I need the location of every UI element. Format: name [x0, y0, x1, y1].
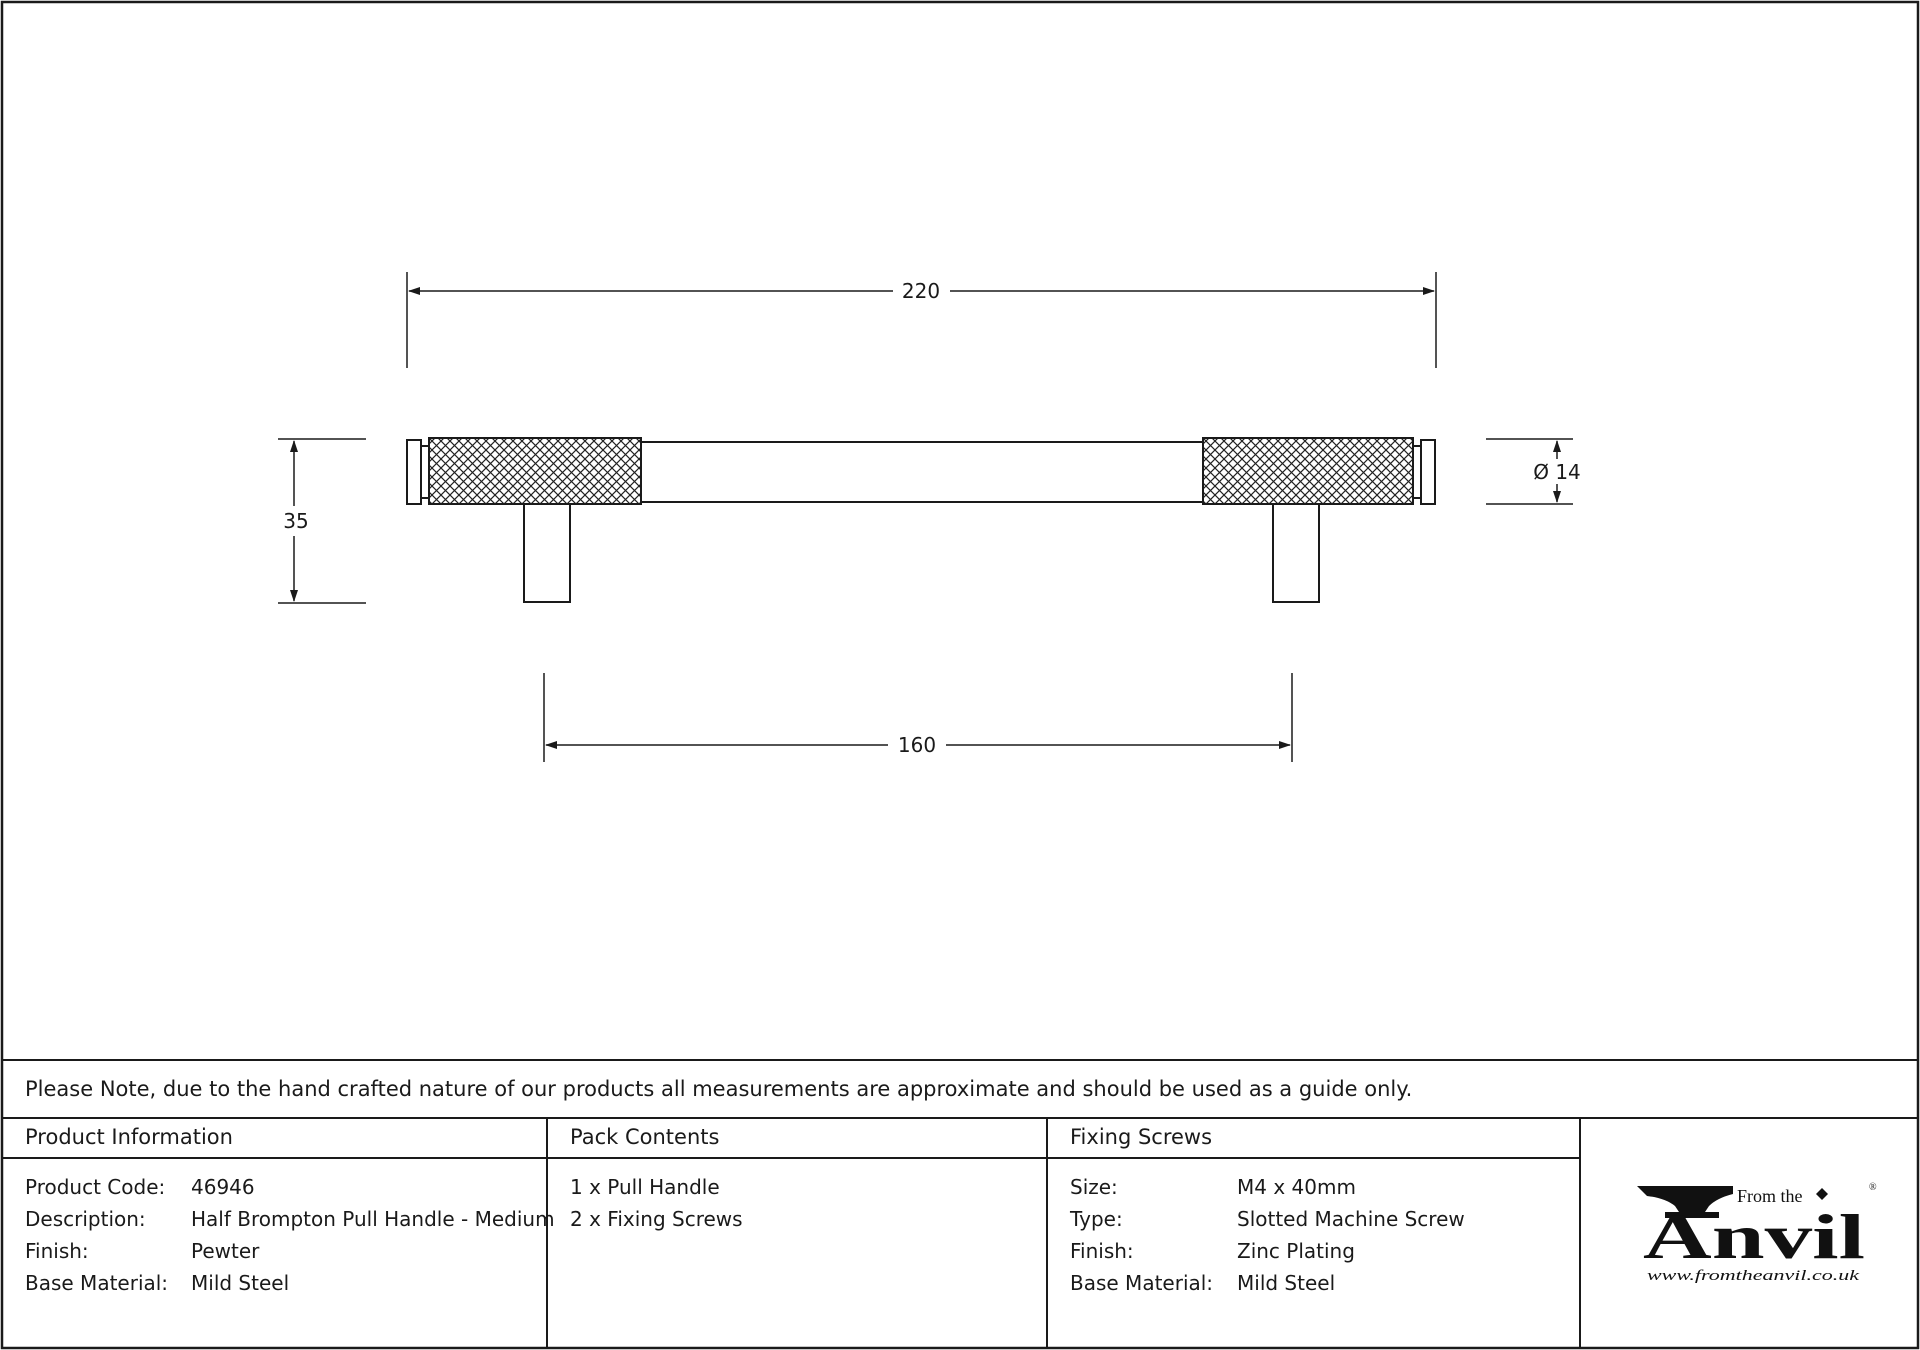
- logo-big-text: Anvil: [1643, 1201, 1865, 1272]
- pack-item: 1 x Pull Handle: [570, 1175, 720, 1199]
- registered-mark: ®: [1869, 1182, 1877, 1193]
- base-material-value: Mild Steel: [191, 1271, 290, 1295]
- screw-material-label: Base Material:: [1070, 1271, 1214, 1295]
- screw-size-value: M4 x 40mm: [1237, 1175, 1356, 1199]
- left-end-collar: [421, 446, 429, 498]
- sheet-border: [2, 2, 1918, 1348]
- screw-material-value: Mild Steel: [1237, 1271, 1336, 1295]
- from-the-anvil-logo: [1625, 1172, 1885, 1292]
- central-bar: [641, 442, 1203, 502]
- right-end-cap: [1421, 440, 1435, 504]
- screw-size-label: Size:: [1070, 1175, 1118, 1199]
- finish-label: Finish:: [25, 1239, 89, 1263]
- dim-label-centres: 160: [897, 733, 937, 757]
- screw-type-value: Slotted Machine Screw: [1237, 1207, 1465, 1231]
- product-information-heading: Product Information: [25, 1125, 233, 1149]
- dim-label-overall: 220: [901, 279, 941, 303]
- dim-label-diameter: Ø 14: [1533, 460, 1581, 484]
- logo-url: www.fromtheanvil.co.uk: [1647, 1268, 1860, 1284]
- fixing-screws-heading: Fixing Screws: [1070, 1125, 1213, 1149]
- screw-type-label: Type:: [1070, 1207, 1123, 1231]
- logo-small-text: From the: [1737, 1186, 1803, 1206]
- left-end-cap: [407, 440, 421, 504]
- product-code-label: Product Code:: [25, 1175, 166, 1199]
- base-material-label: Base Material:: [25, 1271, 169, 1295]
- left-leg: [524, 504, 570, 602]
- dim-label-projection: 35: [283, 509, 309, 533]
- product-code-value: 46946: [191, 1175, 255, 1199]
- left-knurled-grip: [429, 438, 641, 504]
- pack-contents-heading: Pack Contents: [570, 1125, 720, 1149]
- finish-value: Pewter: [191, 1239, 260, 1263]
- diamond-icon: [1816, 1188, 1828, 1200]
- right-end-collar: [1413, 446, 1421, 498]
- screw-finish-value: Zinc Plating: [1237, 1239, 1355, 1263]
- measurement-note: Please Note, due to the hand crafted nature of our products all measurements are approximate and should be used as a guide only.: [25, 1077, 1413, 1101]
- pack-item: 2 x Fixing Screws: [570, 1207, 743, 1231]
- screw-finish-label: Finish:: [1070, 1239, 1134, 1263]
- description-value: Half Brompton Pull Handle - Medium: [191, 1207, 555, 1231]
- pull-handle-drawing: [407, 438, 1435, 602]
- right-knurled-grip: [1203, 438, 1413, 504]
- right-leg: [1273, 504, 1319, 602]
- description-label: Description:: [25, 1207, 146, 1231]
